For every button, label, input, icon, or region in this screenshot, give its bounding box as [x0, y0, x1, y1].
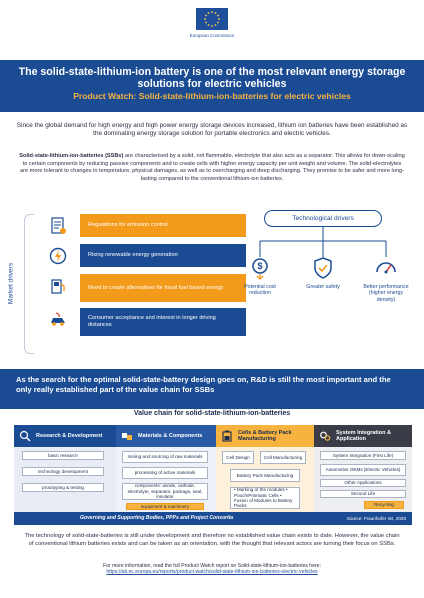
value-chain-column-cells [216, 447, 314, 512]
fuel-icon [46, 274, 70, 297]
cells-icon [221, 430, 233, 442]
market-drivers-label-text: Market drivers [7, 262, 15, 305]
market-driver-label: Rising renewable energy generation [80, 244, 246, 267]
value-chain-item: System Integration (First Life) [320, 451, 406, 460]
value-chain-header-cells [216, 425, 314, 447]
value-chain-header-materials [116, 425, 216, 447]
value-chain-item: Other Applications [320, 479, 406, 487]
market-driver-item [34, 244, 216, 267]
tech-connector-lines [235, 227, 411, 257]
outro-paragraph: The technology of solid-state-batteries is still under development and therefore no established value chain exists to date. However, the value chain of conventional lithium batteries exists and can be taken as an orientation, with the thought that relevant actors are turning their focus on SSBs. [24, 533, 400, 547]
value-chain-item: Cell Manufacturing [260, 451, 306, 464]
market-driver-label: Regulations for emission control [80, 214, 246, 237]
renewable-icon [46, 244, 70, 267]
market-driver-item [34, 308, 216, 336]
rd-highlight-banner: As the search for the optimal solid-state-battery design goes on, R&D is still the most important and the only really established part of the value chain for SSBs [0, 369, 424, 409]
value-chain-heading: System Integration & Application [336, 429, 392, 442]
value-chain-item: Cell Design [222, 451, 254, 464]
value-chain-header-system [314, 425, 412, 447]
gauge-icon [374, 256, 398, 280]
market-driver-item [34, 214, 216, 237]
hero-banner [0, 60, 424, 112]
materials-icon [121, 430, 133, 442]
value-chain-item: prototyping & testing [22, 483, 104, 492]
value-chain-header-research [14, 425, 116, 447]
more-info [24, 563, 400, 576]
value-chain-item: Battery Pack Manufacturing [230, 469, 300, 482]
tech-driver-item [235, 256, 285, 297]
market-driver-label: Need to create alternatives for fossil fuel based energy [80, 274, 246, 302]
tech-driver-item [298, 256, 348, 290]
value-chain-item: • Marking of the modules • Pouch/Prismatic Cells • Fusion of Modules to Battery Packs [230, 487, 300, 509]
intro-paragraph: Since the global demand for high energy and high power energy storage devices increased, lithium ion batteries have been established as the dominating energy storage solution for portable electronics and electric vehicles. [16, 122, 408, 138]
source-note: Source: Fraunhofer ISI, 2020 [346, 516, 406, 521]
regulation-icon [46, 214, 70, 237]
report-link[interactable]: https://ati.ec.europa.eu/reports/product-watch/solid-state-lithium-ion-batteries-electric-vehicles [106, 569, 318, 576]
tech-driver-label: Greater safety [306, 284, 340, 290]
value-chain-heading: Research & Development [36, 432, 103, 439]
market-driver-label: Consumer acceptance and interest in longer driving distances [80, 308, 246, 336]
european-commission-logo [184, 8, 240, 54]
value-chain-heading: Materials & Components [138, 432, 203, 439]
equipment-machinery-label: equipment & machinery [126, 503, 204, 510]
page-subtitle: Product Watch: Solid-state-lithium-ion-batteries for electric vehicles [73, 91, 351, 101]
tech-driver-label: Better performance (higher energy density) [363, 284, 409, 303]
market-drivers-bracket [24, 214, 34, 354]
technological-drivers-title: Technological drivers [264, 210, 382, 227]
logo-text: European Commission [189, 33, 235, 38]
cost-icon [248, 256, 272, 280]
value-chain-column-materials [116, 447, 216, 512]
technological-drivers [235, 210, 411, 360]
tech-driver-item [361, 256, 411, 303]
value-chain-item: Second Life [320, 490, 406, 498]
svg-text:$: $ [257, 261, 263, 271]
market-driver-item [34, 274, 224, 302]
value-chain-item: technology development [22, 467, 104, 476]
system-icon [319, 430, 331, 442]
recycling-label: Recycling [364, 501, 404, 509]
value-chain-column-system [314, 447, 412, 512]
governing-bodies-label: Governing and Supporting Bodies, PPPs and Project Consortia [80, 515, 234, 521]
research-icon [19, 430, 31, 442]
value-chain-item: mining and sourcing of raw materials [122, 451, 208, 463]
tech-driver-label: Potential cost reduction [244, 284, 276, 297]
eu-flag-icon [196, 8, 228, 30]
value-chain-column-research [14, 447, 116, 512]
shield-icon [311, 256, 335, 280]
value-chain-item: Automotive OEMs (Electric Vehicles) [320, 464, 406, 476]
governing-bodies-bar [14, 512, 412, 525]
page-title: The solid-state-lithium-ion battery is one of the most relevant energy storage solutions for electric vehicles [18, 66, 406, 90]
value-chain-item: processing of active materials [122, 467, 208, 479]
value-chain-heading: Cells & Battery Pack Manufacturing [238, 429, 292, 442]
more-info-text: For more information, read the full Product Watch report on Solid-state-lithium-ion-batteries here: [103, 563, 321, 569]
car-icon [46, 308, 70, 331]
ssb-description [18, 153, 406, 183]
value-chain-title: Value chain for solid-state-lithium-ion-batteries [133, 410, 291, 417]
value-chain-item: components: anode, cathode, electrolyte, separator, package, seal, insulator [122, 483, 208, 500]
ssb-description-text: are characterised by a solid, not flammable, electrolyte that also acts as a separator. This allows for down-scaling to certain components by reducing passive components and to create cells with higher energy capacity per unit weight and volume. The solid-electrolytes are more tolerant to changes in temperature, physical damages, as well as to overcharging and deep discharging. They promise to be safer and more long-lasting compared to the conventional lithium-ion batteries. [20, 153, 405, 182]
market-drivers-label [6, 236, 18, 336]
value-chain-item: basic research [22, 451, 104, 460]
ssb-term: Solid-state-lithium-ion-batteries (SSBs) [19, 153, 124, 159]
